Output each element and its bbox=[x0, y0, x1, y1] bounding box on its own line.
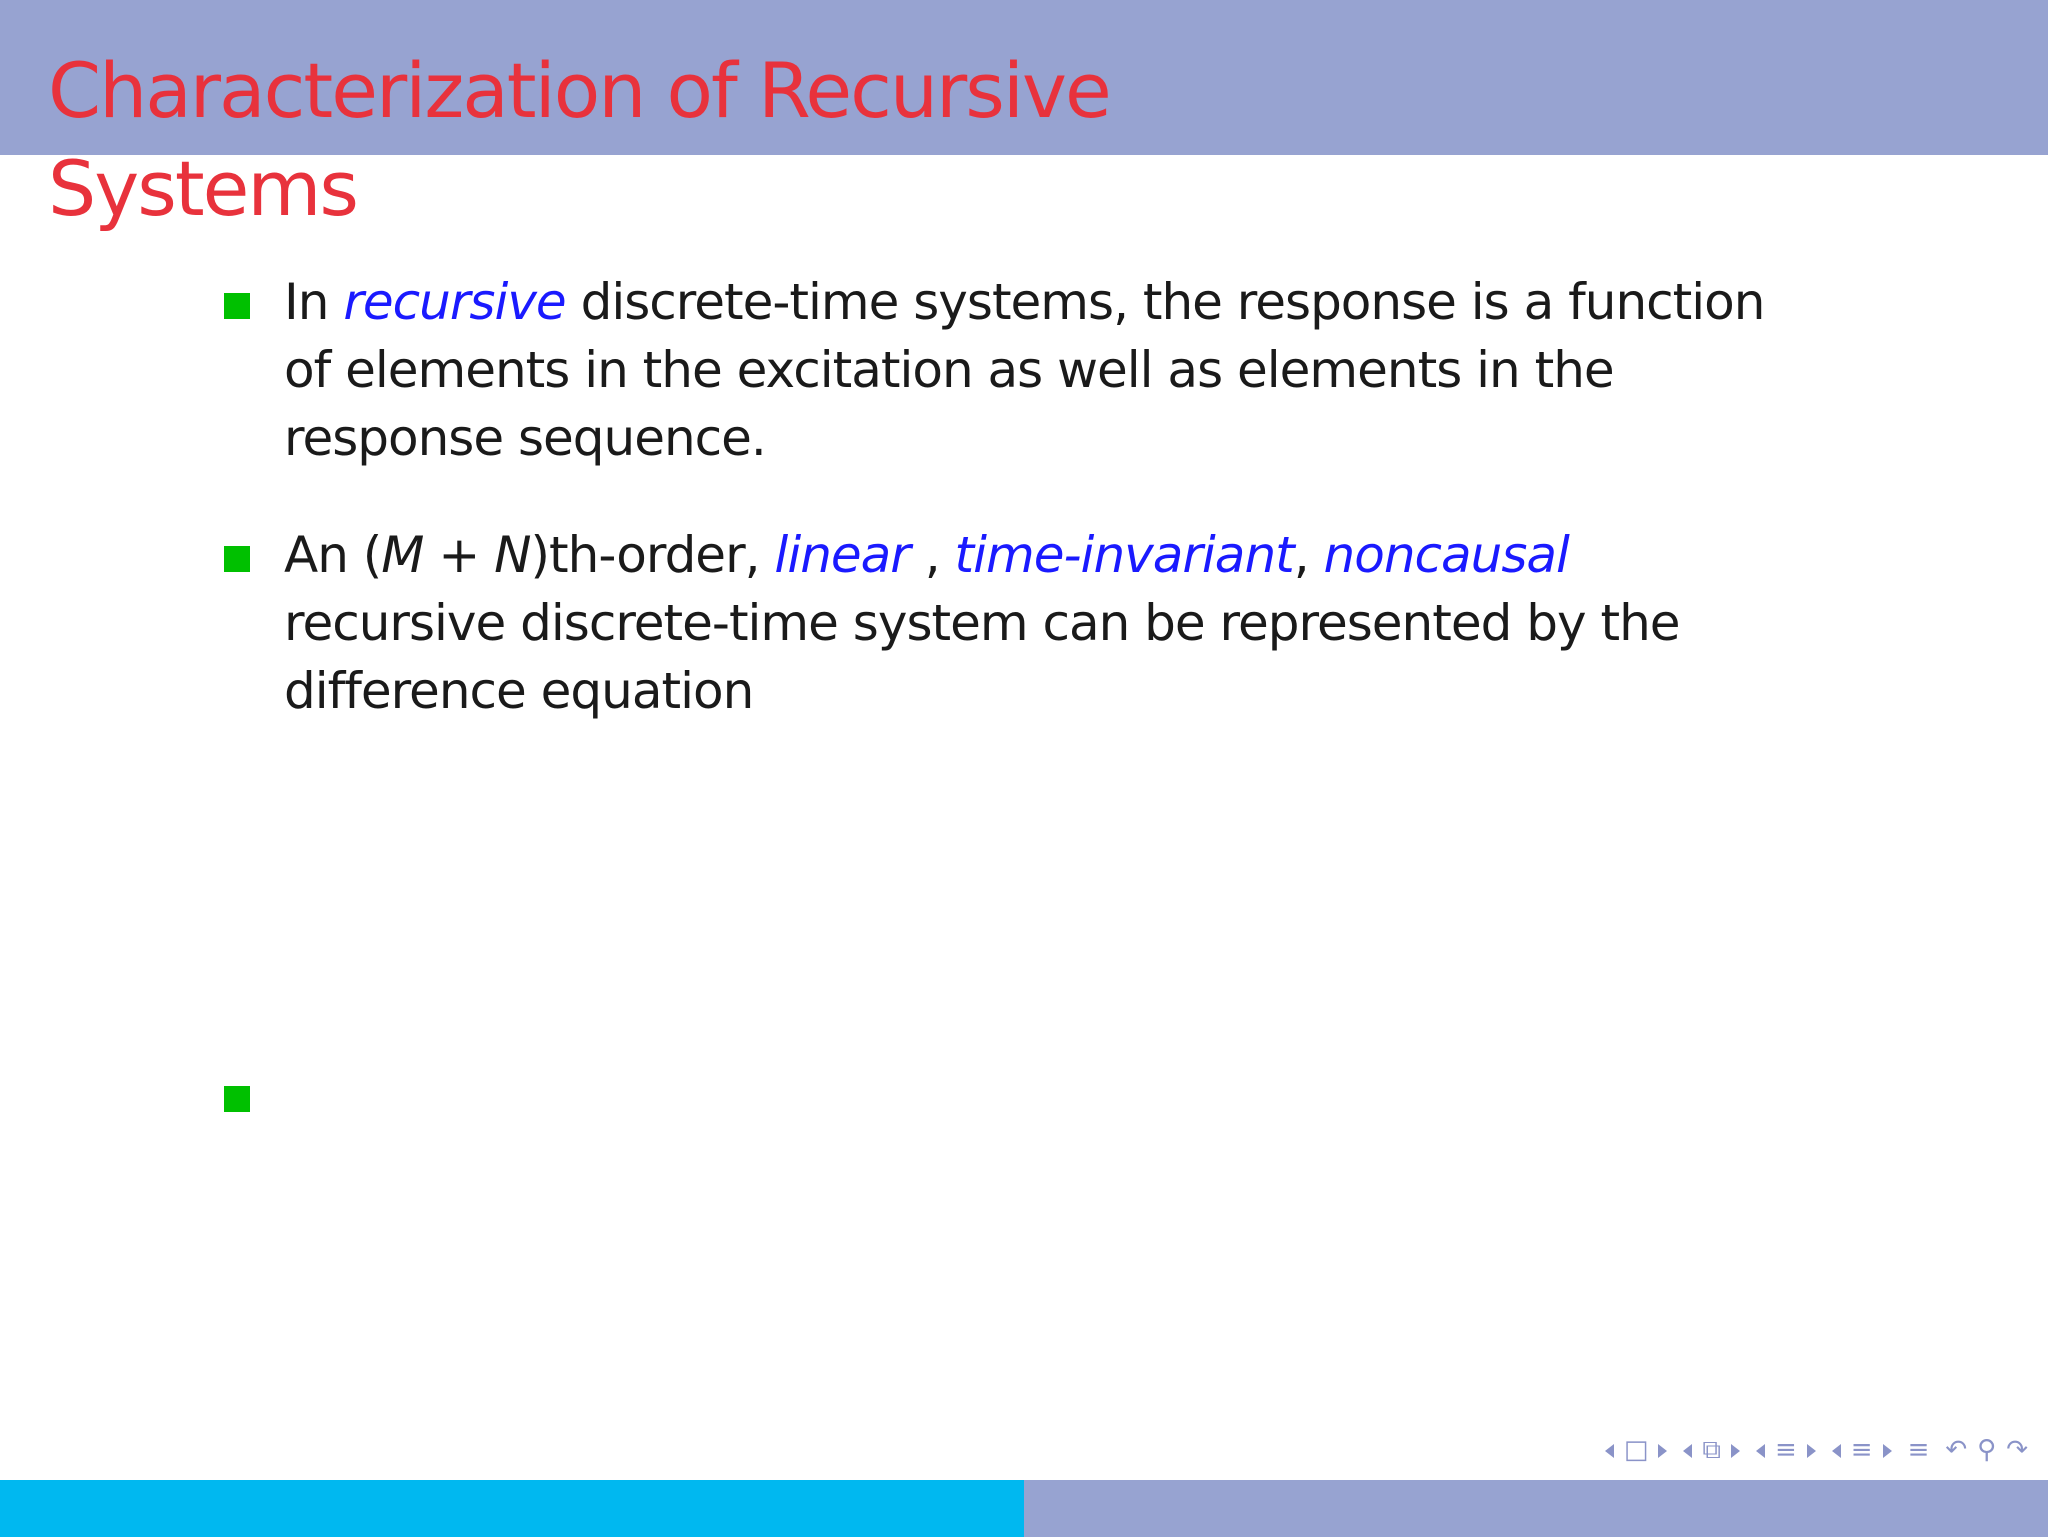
nav-prev-icon[interactable] bbox=[1683, 1435, 1692, 1465]
footer-bar-left bbox=[0, 1480, 1024, 1537]
text-span: )th-order, bbox=[530, 526, 775, 584]
text-span: + bbox=[423, 526, 495, 584]
bullet-text-2 bbox=[284, 521, 1804, 725]
undo-icon[interactable]: ↶ bbox=[1945, 1435, 1968, 1465]
emphasis-term: linear bbox=[774, 526, 910, 584]
slide-title: Characterization of Recursive Systems bbox=[48, 46, 1110, 233]
section-icon[interactable]: ≡ bbox=[1850, 1435, 1873, 1465]
bullet-marker bbox=[224, 293, 250, 319]
section-nav bbox=[1756, 1435, 1816, 1465]
text-span: In bbox=[284, 273, 344, 331]
subsection-icon[interactable]: ⧉ bbox=[1702, 1434, 1721, 1465]
text-span: , bbox=[1293, 526, 1324, 584]
math-var-n: N bbox=[494, 526, 531, 584]
frame-nav bbox=[1605, 1435, 1668, 1465]
text-span: recursive discrete-time system can be represented by the difference equation bbox=[284, 594, 1680, 720]
bullet-text-1 bbox=[284, 268, 1804, 472]
nav-next-icon[interactable] bbox=[1658, 1435, 1667, 1465]
subsection-nav bbox=[1683, 1435, 1740, 1466]
bullet-marker bbox=[224, 1086, 250, 1112]
emphasis-term: time-invariant bbox=[954, 526, 1294, 584]
text-span: An ( bbox=[284, 526, 382, 584]
search-icon[interactable]: ⚲ bbox=[1977, 1435, 1997, 1465]
emphasis-term: recursive bbox=[343, 273, 566, 331]
beamer-navigation bbox=[1605, 1432, 2028, 1468]
nav-next-icon[interactable] bbox=[1883, 1435, 1892, 1465]
footer-bar-right bbox=[1024, 1480, 2048, 1537]
bullet-marker bbox=[224, 546, 250, 572]
nav-prev-icon[interactable] bbox=[1756, 1435, 1765, 1465]
nav-next-icon[interactable] bbox=[1807, 1435, 1816, 1465]
text-span: discrete-time systems, the response is a function of elements in the excitation as well as elements in the response sequence. bbox=[284, 273, 1765, 467]
text-span: , bbox=[909, 526, 955, 584]
redo-icon[interactable]: ↷ bbox=[2006, 1435, 2028, 1465]
emphasis-term: noncausal bbox=[1323, 526, 1569, 584]
nav-prev-icon[interactable] bbox=[1605, 1435, 1614, 1465]
section-icon[interactable]: ≡ bbox=[1774, 1435, 1797, 1465]
nav-next-icon[interactable] bbox=[1731, 1435, 1740, 1465]
nav-prev-icon[interactable] bbox=[1832, 1435, 1841, 1465]
math-var-m: M bbox=[381, 526, 424, 584]
toc-icon[interactable]: ≡ bbox=[1907, 1435, 1930, 1465]
search-nav bbox=[1945, 1435, 2028, 1465]
part-nav bbox=[1832, 1435, 1892, 1465]
frame-icon[interactable]: □ bbox=[1623, 1435, 1649, 1465]
